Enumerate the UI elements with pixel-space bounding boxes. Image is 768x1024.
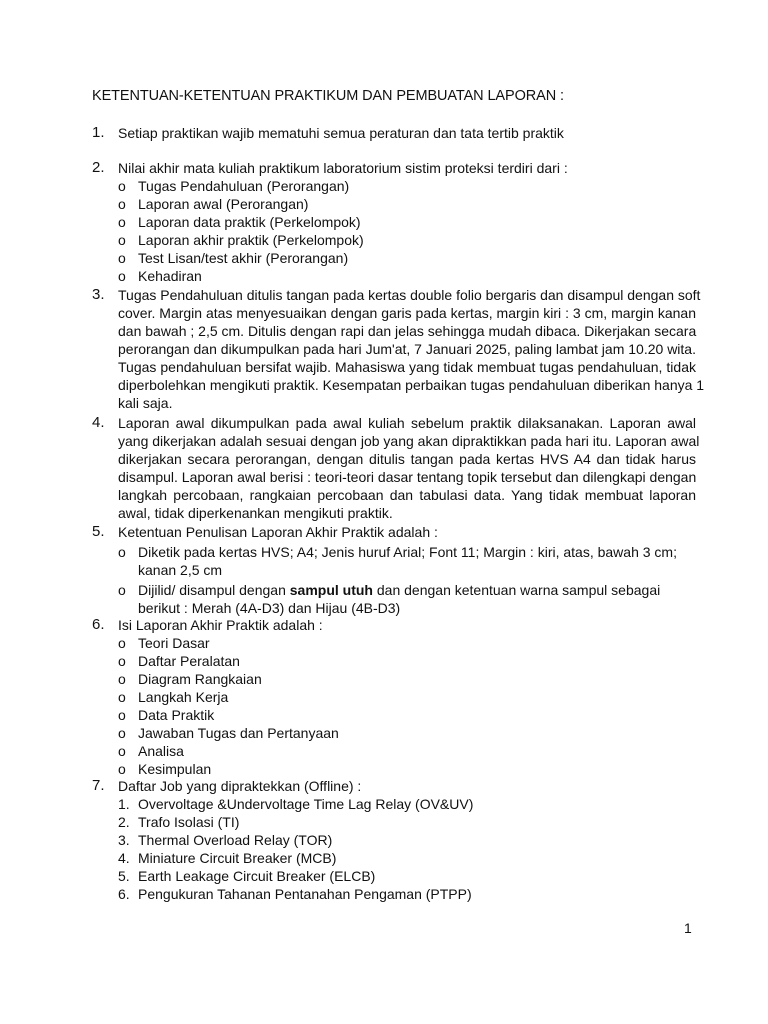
bullet-icon: o (118, 653, 126, 669)
paragraph-line: dan bawah ; 2,5 cm. Ditulis dengan rapi dan jelas sehingga mudah dibaca. Dikerjakan secara (118, 323, 697, 339)
list-item: 2. Trafo Isolasi (TI) (118, 814, 240, 830)
report-contents-list (118, 634, 696, 778)
list-item: o Kesimpulan (118, 761, 212, 777)
bullet-icon: o (118, 689, 126, 705)
item-number: 1. (92, 124, 105, 141)
paragraph-line: cover. Margin atas menyesuaikan dengan garis pada kertas, margin kiri : 3 cm, margin kanan (118, 305, 696, 321)
bullet-icon: o (118, 214, 126, 230)
list-item: o Kehadiran (118, 268, 202, 284)
bullet-icon: o (118, 196, 126, 212)
list-item: o Laporan data praktik (Perkelompok) (118, 214, 361, 230)
paragraph-line: diperbolehkan mengikuti praktik. Kesempatan perbaikan tugas pendahuluan diberikan hanya 1 (118, 377, 705, 393)
item-number: 4. (92, 414, 105, 431)
item-text: Nilai akhir mata kuliah praktikum laboratorium sistim proteksi terdiri dari : (118, 160, 568, 176)
list-item: o Data Praktik (118, 707, 215, 723)
bold-phrase: sampul utuh (289, 582, 373, 598)
bullet-icon: o (118, 250, 126, 266)
list-item: o Diagram Rangkaian (118, 671, 262, 687)
list-item: 1. Overvoltage &Undervoltage Time Lag Relay (OV&UV) (118, 796, 474, 812)
item-number: 3. (92, 286, 105, 303)
document-heading: KETENTUAN-KETENTUAN PRAKTIKUM DAN PEMBUATAN LAPORAN : (92, 88, 564, 104)
job-number: 5. (118, 868, 130, 884)
paragraph-line: perorangan dan dikumpulkan pada hari Jum'at, 7 Januari 2025, paling lambat jam 10.20 wita. (118, 341, 696, 357)
bullet-icon: o (118, 761, 126, 777)
list-item-1 (92, 124, 696, 142)
list-item: o Laporan akhir praktik (Perkelompok) (118, 232, 364, 248)
requirement-list (118, 543, 696, 617)
item-text: Daftar Job yang dipraktekkan (Offline) : (118, 778, 362, 794)
list-item: o Jawaban Tugas dan Pertanyaan (118, 725, 339, 741)
list-item: o Daftar Peralatan (118, 653, 240, 669)
item-text: Setiap praktikan wajib mematuhi semua peraturan dan tata tertib praktik (118, 125, 564, 141)
item-number: 5. (92, 523, 105, 540)
list-item-7 (92, 777, 696, 903)
list-item-5 (92, 523, 696, 617)
job-number: 4. (118, 850, 130, 866)
paragraph-line: Tugas Pendahuluan ditulis tangan pada kertas double folio bergaris dan disampul dengan soft (118, 287, 701, 303)
list-item: 3. Thermal Overload Relay (TOR) (118, 832, 333, 848)
bullet-icon: o (118, 178, 126, 194)
bullet-icon: o (118, 582, 126, 598)
list-item: o Test Lisan/test akhir (Perorangan) (118, 250, 349, 266)
bullet-icon: o (118, 635, 126, 651)
bullet-icon: o (118, 743, 126, 759)
paragraph-line: Laporan awal dikumpulkan pada awal kuliah sebelum praktik dilaksanakan. Laporan awal (118, 415, 696, 431)
paragraph-line: dikerjakan secara perorangan, dengan ditulis tangan pada kertas HVS A4 dan tidak harus (118, 451, 696, 467)
item-text: Isi Laporan Akhir Praktik adalah : (118, 617, 323, 633)
job-number: 3. (118, 832, 130, 848)
list-item-3 (92, 286, 705, 412)
job-number: 1. (118, 796, 130, 812)
list-item-6 (92, 616, 696, 778)
paragraph-line: yang dikerjakan adalah sesuai dengan job yang akan dipraktikkan pada hari itu. Laporan awal (118, 433, 700, 449)
paragraph-line: langkah percobaan, rangkaian percobaan dan tabulasi data. Yang tidak membuat laporan (118, 487, 696, 503)
list-item: 5. Earth Leakage Circuit Breaker (ELCB) (118, 868, 376, 884)
item-number: 2. (92, 159, 105, 176)
item-text: Ketentuan Penulisan Laporan Akhir Praktik adalah : (118, 524, 438, 540)
list-item: o Analisa (118, 743, 184, 759)
list-item-4 (92, 414, 700, 522)
bullet-icon: o (118, 725, 126, 741)
bullet-icon: o (118, 671, 126, 687)
bullet-icon: o (118, 268, 126, 284)
job-list (118, 795, 696, 903)
item-number: 6. (92, 616, 105, 633)
job-number: 6. (118, 886, 130, 902)
bullet-icon: o (118, 707, 126, 723)
list-item-2 (92, 159, 696, 285)
component-list (118, 177, 696, 285)
list-item: o Langkah Kerja (118, 689, 229, 705)
paragraph-line: disampul. Laporan awal berisi : teori-teori dasar tentang topik tersebut dan dilengkapi dengan (118, 469, 697, 485)
list-item: o Dijilid/ disampul dengan sampul utuh dan dengan ketentuan warna sampul sebagai berikut : Merah (4A-D3) dan Hijau (4B-D3) (118, 582, 661, 616)
bullet-icon: o (118, 544, 126, 560)
paragraph-line: kali saja. (118, 395, 173, 411)
list-item: o Teori Dasar (118, 635, 210, 651)
list-item: o Diketik pada kertas HVS; A4; Jenis huruf Arial; Font 11; Margin : kiri, atas, bawah 3 cm; kanan 2,5 cm (118, 544, 677, 578)
paragraph-line: awal, tidak diperkenankan mengikuti praktik. (118, 505, 393, 521)
list-item: 4. Miniature Circuit Breaker (MCB) (118, 850, 337, 866)
job-number: 2. (118, 814, 130, 830)
bullet-icon: o (118, 232, 126, 248)
list-item: o Tugas Pendahuluan (Perorangan) (118, 178, 350, 194)
list-item: 6. Pengukuran Tahanan Pentanahan Pengaman (PTPP) (118, 886, 472, 902)
page-number: 1 (684, 920, 692, 936)
paragraph-line: Tugas pendahuluan bersifat wajib. Mahasiswa yang tidak membuat tugas pendahuluan, tidak (118, 359, 696, 375)
list-item: o Laporan awal (Perorangan) (118, 196, 309, 212)
item-number: 7. (92, 777, 105, 794)
